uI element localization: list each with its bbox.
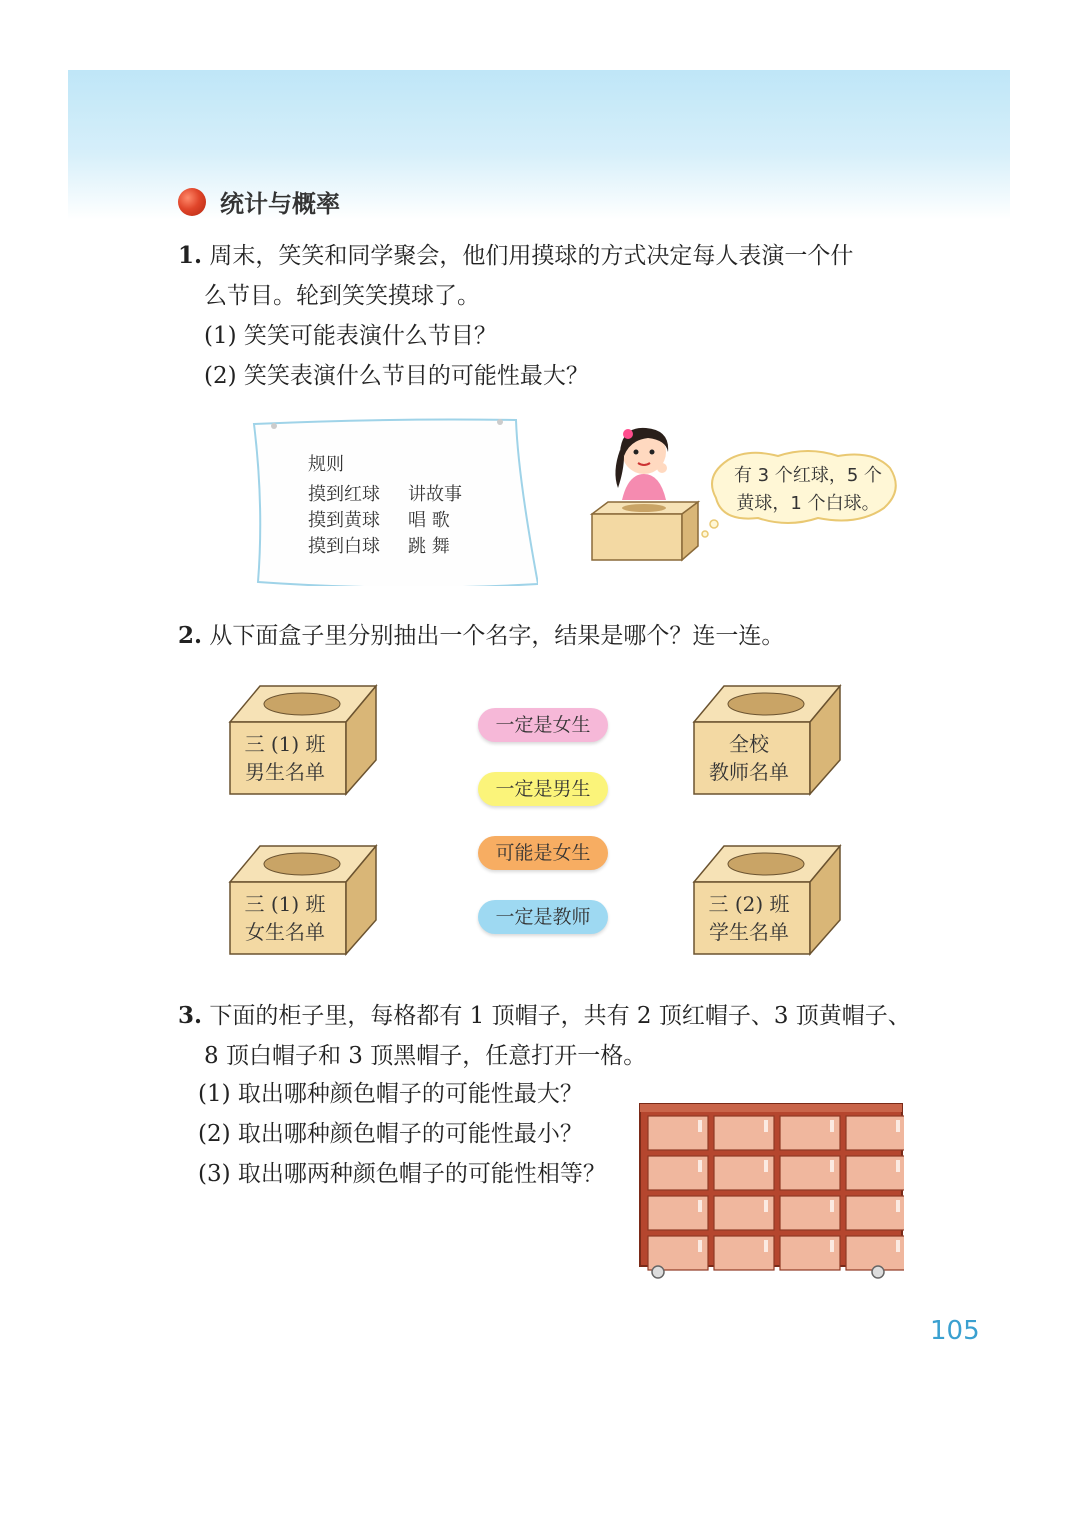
q1-line1 [178,236,853,276]
bubble-line-1: 有 3 个红球，5 个 [733,465,883,486]
compartment-handle [764,1240,768,1252]
q2-number: 2. [178,622,203,649]
q1-sub2: (2) 笑笑表演什么节目的可能性最大？ [204,363,589,389]
compartment-handle [698,1240,702,1252]
rules-row [308,534,462,560]
q3-text-2: 8 顶白帽子和 3 顶黑帽子，任意打开一格。 [204,1043,647,1069]
q3-number: 3. [178,1002,203,1029]
q1-text-1: 周末，笑笑和同学聚会，他们用摸球的方式决定每人表演一个什 [209,243,854,269]
box-1-line1: 三 (1) 班 [244,732,326,756]
rules-row [308,482,462,508]
box-1-label [230,730,340,786]
bubble-line-2: 黄球，1 个白球。 [736,493,880,514]
box-4-line1: 三 (2) 班 [708,892,790,916]
box-4-line2: 学生名单 [709,920,789,944]
section-title: 统计与概率 [220,190,340,218]
compartment-handle [896,1160,900,1172]
cabinet-wheel [872,1266,884,1278]
compartment-handle [698,1160,702,1172]
box-3-line1: 三 (1) 班 [244,892,326,916]
rules-title: 规则 [308,454,344,475]
rule-draw: 摸到黄球 [308,510,380,531]
cabinet-compartment[interactable] [846,1156,904,1190]
q3-line1 [178,996,911,1036]
box-1-line2: 男生名单 [245,760,325,784]
cabinet-compartment[interactable] [846,1196,904,1230]
q3-text-1: 下面的柜子里，每格都有 1 顶帽子，共有 2 顶红帽子、3 顶黄帽子、 [209,1003,911,1029]
q2-line [178,616,784,656]
rule-act: 讲故事 [408,484,462,505]
cabinet-compartment[interactable] [846,1116,904,1150]
box-3-line2: 女生名单 [245,920,325,944]
rule-draw: 摸到红球 [308,484,380,505]
cabinet-compartment[interactable] [846,1236,904,1270]
rules-row [308,508,462,534]
q3-sub1: (1) 取出哪种颜色帽子的可能性最大？ [198,1081,583,1107]
compartment-handle [830,1240,834,1252]
compartment-handle [896,1240,900,1252]
textbook-page [68,70,1010,1370]
compartment-handle [698,1120,702,1132]
compartment-handle [830,1200,834,1212]
box-3-label [230,890,340,946]
box-2-line1: 全校 [729,732,769,756]
rule-act: 跳 舞 [408,536,450,557]
page-number: 105 [930,1316,980,1346]
compartment-handle [830,1160,834,1172]
compartment-handle [764,1160,768,1172]
q2-text: 从下面盒子里分别抽出一个名字，结果是哪个？连一连。 [209,623,785,649]
option-pill-3[interactable]: 可能是女生 [478,836,608,870]
girl-with-box-illustration [588,422,708,562]
q1-sub1: (1) 笑笑可能表演什么节目？ [204,323,497,349]
red-ball-icon [178,188,206,216]
q3-sub3: (3) 取出哪两种颜色帽子的可能性相等？ [198,1161,606,1187]
compartment-handle [830,1120,834,1132]
q3-sub2: (2) 取出哪种颜色帽子的可能性最小？ [198,1121,583,1147]
thought-bubble-tail [698,518,722,542]
bubble-text [723,462,893,518]
compartment-handle [896,1200,900,1212]
section-heading [178,184,340,219]
rule-draw: 摸到白球 [308,536,380,557]
compartment-handle [764,1120,768,1132]
option-pill-4[interactable]: 一定是教师 [478,900,608,934]
compartment-handle [698,1200,702,1212]
rule-act: 唱 歌 [408,510,450,531]
option-pill-1[interactable]: 一定是女生 [478,708,608,742]
rules-list [308,450,462,560]
compartment-handle [896,1120,900,1132]
option-pill-2[interactable]: 一定是男生 [478,772,608,806]
compartment-handle [764,1200,768,1212]
hat-cabinet [638,1102,904,1282]
cabinet-wheel [652,1266,664,1278]
box-2-line2: 教师名单 [709,760,789,784]
box-4-label [694,890,804,946]
q1-number: 1. [178,242,203,269]
box-2-label [694,730,804,786]
q1-text-2: 么节目。轮到笑笑摸球了。 [204,283,480,309]
